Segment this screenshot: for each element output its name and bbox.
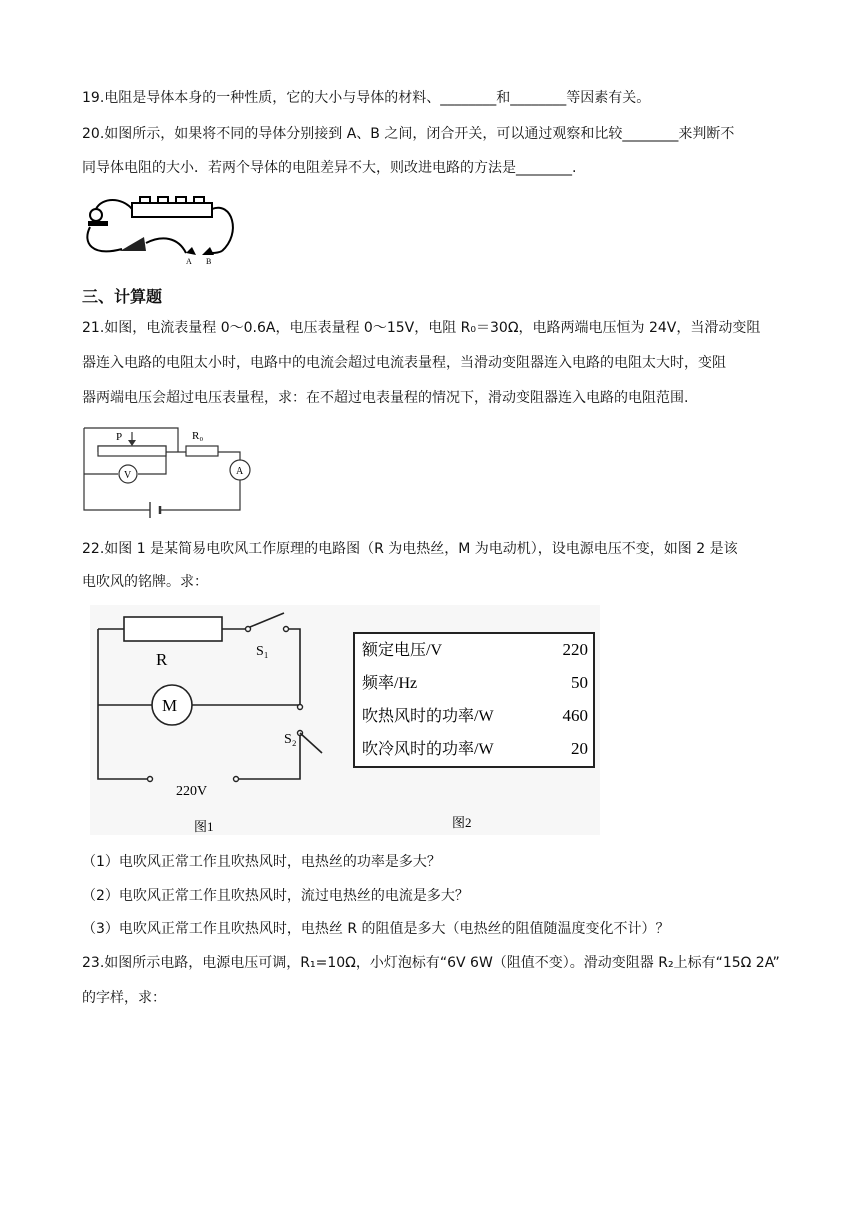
- switch-s2-label: S₂: [284, 732, 297, 747]
- voltmeter-label: V: [124, 470, 132, 481]
- nameplate-label: 频率/Hz: [362, 675, 418, 692]
- terminal-a-label: A: [186, 257, 192, 265]
- question-22-line-2: 电吹风的铭牌。求：: [82, 574, 208, 590]
- clip-a-icon: [186, 247, 196, 255]
- slider-p-label: P: [116, 431, 123, 443]
- motor-label: M: [162, 696, 178, 715]
- q21-circuit-figure: [80, 424, 270, 526]
- nameplate-value: 20: [571, 739, 588, 758]
- nameplate-label: 额定电压/V: [362, 642, 443, 659]
- question-20-line-1: 20.如图所示，如果将不同的导体分别接到 A、B 之间，闭合开关，可以通过观察和比较________来判断不: [82, 126, 735, 142]
- nameplate-value: 50: [571, 673, 588, 692]
- q22-figures: [90, 605, 600, 835]
- resistor-r0: [186, 446, 218, 456]
- nameplate-value: 220: [562, 640, 588, 659]
- nameplate-label: 吹热风时的功率/W: [362, 708, 494, 725]
- question-20-line-2: 同导体电阻的大小．若两个导体的电阻差异不大，则改进电路的方法是________.: [82, 160, 577, 176]
- heater-resistor: [124, 617, 222, 641]
- question-22-sub-1: （1）电吹风正常工作且吹热风时，电热丝的功率是多大？: [82, 854, 441, 870]
- lamp-icon: [90, 209, 102, 221]
- rheostat: [98, 446, 166, 456]
- r0-label: R₀: [192, 430, 204, 442]
- terminal-b-label: B: [206, 257, 212, 265]
- question-21-line-3: 器两端电压会超过电压表量程，求：在不超过电表量程的情况下，滑动变阻器连入电路的电阻范围.: [82, 390, 689, 406]
- figure-1-caption: 图1: [194, 819, 214, 834]
- ammeter-label: A: [236, 466, 244, 477]
- figure-2-caption: 图2: [452, 815, 472, 830]
- switch-icon: [120, 237, 146, 251]
- question-22-line-1: 22.如图 1 是某简易电吹风工作原理的电路图（R 为电热丝，M 为电动机），设电源电压不变，如图 2 是该: [82, 541, 738, 557]
- question-23-line-2: 的字样，求：: [82, 990, 166, 1006]
- resistor-r-label: R: [156, 650, 168, 669]
- section-title: 三、计算题: [82, 287, 163, 306]
- q20-circuit-figure: [82, 193, 242, 265]
- question-22-sub-3: （3）电吹风正常工作且吹热风时，电热丝 R 的阻值是多大（电热丝的阻值随温度变化不计）？: [82, 921, 670, 937]
- switch-s1-label: S₁: [256, 644, 269, 659]
- question-23-line-1: 23.如图所示电路，电源电压可调，R₁=10Ω，小灯泡标有“6V 6W（阻值不变）。滑动变阻器 R₂上标有“15Ω 2A”: [82, 955, 780, 971]
- question-21-line-1: 21.如图，电流表量程 0～0.6A，电压表量程 0～15V，电阻 R₀＝30Ω，电路两端电压恒为 24V，当滑动变阻: [82, 320, 761, 336]
- nameplate-label: 吹冷风时的功率/W: [362, 741, 494, 758]
- question-22-sub-2: （2）电吹风正常工作且吹热风时，流过电热丝的电流是多大？: [82, 888, 469, 904]
- nameplate-value: 460: [562, 706, 588, 725]
- supply-voltage-label: 220V: [176, 784, 208, 799]
- slider-arrow-icon: [128, 440, 136, 446]
- resistance-board: [132, 203, 212, 217]
- question-19: 19.电阻是导体本身的一种性质，它的大小与导体的材料、________和________等因素有关。: [82, 90, 651, 106]
- question-21-line-2: 器连入电路的电阻太小时，电路中的电流会超过电流表量程，当滑动变阻器连入电路的电阻太大时，变阻: [82, 355, 726, 371]
